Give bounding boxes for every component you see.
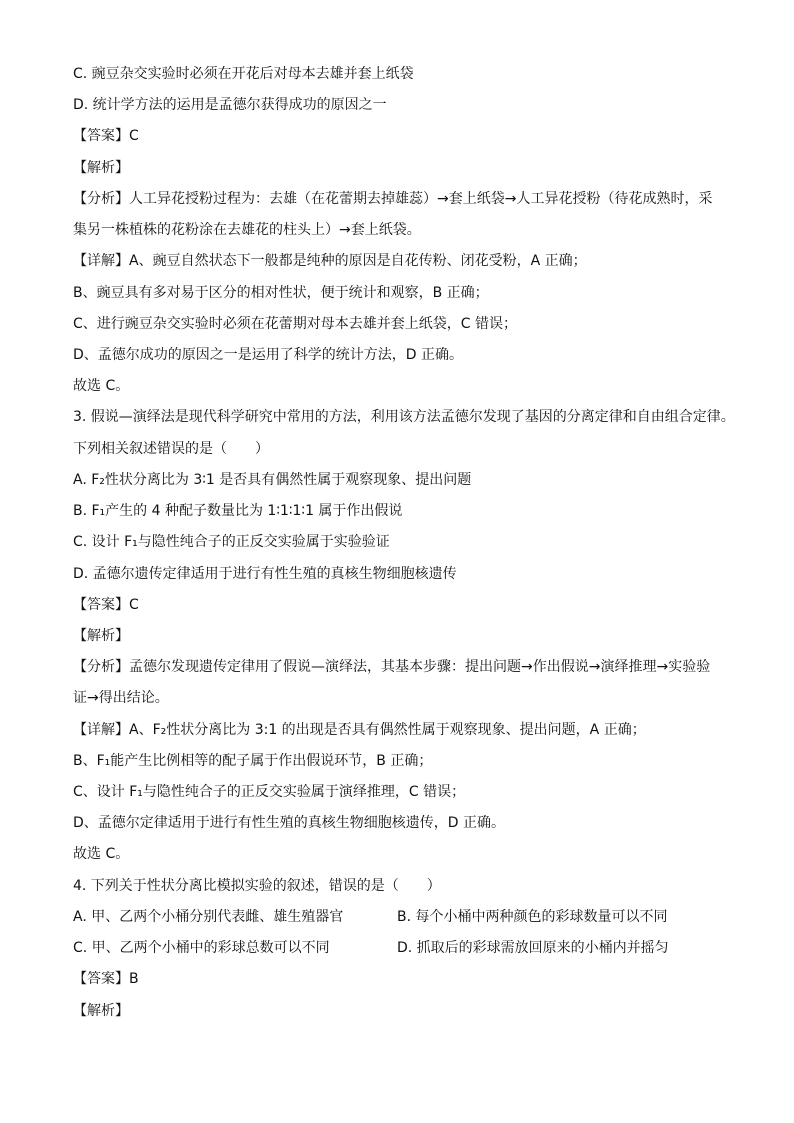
q2-option-c: C. 豌豆杂交实验时必须在开花后对母本去雄并套上纸袋 bbox=[73, 66, 414, 82]
q3-jiexi-label: 【解析】 bbox=[73, 627, 129, 644]
q2-answer: 【答案】C bbox=[73, 128, 139, 145]
q3-answer: 【答案】C bbox=[73, 596, 139, 613]
q2-conclusion: 故选 C。 bbox=[73, 378, 130, 395]
q3-option-a: A. F₂性状分离比为 3∶1 是否具有偶然性属于观察现象、提出问题 bbox=[73, 471, 472, 488]
q4-answer: 【答案】B bbox=[73, 971, 139, 988]
q3-detail-b: B、F₁能产生比例相等的配子属于作出假说环节，B 正确； bbox=[73, 752, 433, 769]
q2-detail-a: 【详解】A、豌豆自然状态下一般都是纯种的原因是自花传粉、闭花受粉，A 正确； bbox=[73, 253, 587, 270]
q3-detail-a: 【详解】A、F₂性状分离比为 3:1 的出现是否具有偶然性属于观察现象、提出问题，A 正确； bbox=[73, 721, 646, 738]
q3-detail-d: D、孟德尔定律适用于进行有性生殖的真核生物细胞核遗传，D 正确。 bbox=[73, 815, 506, 832]
q2-detail-d: D、孟德尔成功的原因之一是运用了科学的统计方法，D 正确。 bbox=[73, 346, 464, 363]
q4-option-a: A. 甲、乙两个小桶分别代表雌、雄生殖器官 bbox=[73, 908, 344, 925]
q3-option-b: B. F₁产生的 4 种配子数量比为 1∶1∶1∶1 属于作出假说 bbox=[73, 503, 403, 520]
q4-stem: 4. 下列关于性状分离比模拟实验的叙述，错误的是（ ） bbox=[73, 877, 441, 894]
q2-analysis-line-1: 【分析】人工异花授粉过程为：去雄（在花蕾期去掉雄蕊）→套上纸袋→人工异花授粉（待花成熟时，采 bbox=[73, 190, 713, 207]
q4-options-row-1 bbox=[73, 902, 773, 933]
q3-analysis-line-1: 【分析】孟德尔发现遗传定律用了假说—演绎法，其基本步骤：提出问题→作出假说→演绎推理→实验验 bbox=[73, 659, 711, 676]
q3-stem-line-1: 3. 假说—演绎法是现代科学研究中常用的方法，利用该方法孟德尔发现了基因的分离定律和自由组合定律。 bbox=[73, 409, 735, 426]
document-page bbox=[73, 59, 773, 1027]
q3-option-d: D. 孟德尔遗传定律适用于进行有性生殖的真核生物细胞核遗传 bbox=[73, 565, 457, 582]
q4-option-c: C. 甲、乙两个小桶中的彩球总数可以不同 bbox=[73, 940, 330, 957]
q2-option-d: D. 统计学方法的运用是孟德尔获得成功的原因之一 bbox=[73, 97, 387, 114]
q2-detail-c: C、进行豌豆杂交实验时必须在花蕾期对母本去雄并套上纸袋，C 错误； bbox=[73, 315, 517, 332]
q2-detail-b: B、豌豆具有多对易于区分的相对性状，便于统计和观察，B 正确； bbox=[73, 284, 489, 301]
q3-option-c: C. 设计 F₁与隐性纯合子的正反交实验属于实验验证 bbox=[73, 534, 390, 551]
q4-jiexi-label: 【解析】 bbox=[73, 1002, 129, 1019]
q3-analysis-line-2: 证→得出结论。 bbox=[73, 690, 169, 707]
q4-option-d: D. 抓取后的彩球需放回原来的小桶内并摇匀 bbox=[397, 940, 669, 957]
q3-conclusion: 故选 C。 bbox=[73, 846, 130, 863]
q4-options-row-2 bbox=[73, 933, 773, 964]
q4-option-b: B. 每个小桶中两种颜色的彩球数量可以不同 bbox=[397, 908, 668, 925]
q2-jiexi-label: 【解析】 bbox=[73, 159, 129, 176]
q3-detail-c: C、设计 F₁与隐性纯合子的正反交实验属于演绎推理，C 错误； bbox=[73, 784, 466, 801]
q2-analysis-line-2: 集另一株植株的花粉涂在去雄花的柱头上）→套上纸袋。 bbox=[73, 222, 421, 239]
q3-stem-line-2: 下列相关叙述错误的是（ ） bbox=[73, 440, 269, 457]
